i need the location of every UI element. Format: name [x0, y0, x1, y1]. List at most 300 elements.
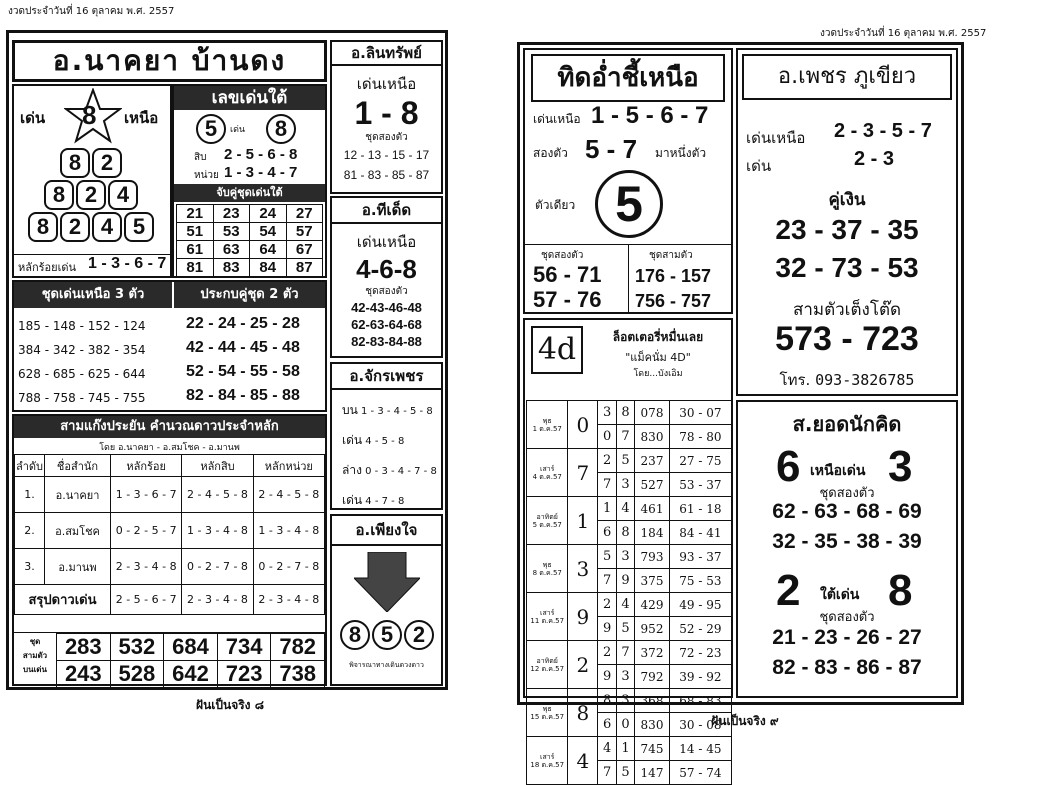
- pair-cell: 53: [213, 223, 250, 241]
- tid-lead-label: เด่นเหนือ: [533, 112, 581, 126]
- lotto-digit: 4: [598, 737, 616, 761]
- lin-row: 81 - 83 - 85 - 87: [343, 168, 430, 182]
- tid-two-note: มาหนึ่งตัว: [655, 146, 707, 160]
- lotto-three: 830: [635, 425, 670, 449]
- petch-three: 573 - 723: [775, 320, 919, 358]
- tens-value: 2 - 5 - 6 - 8: [224, 146, 298, 163]
- lotto-date: [527, 593, 568, 641]
- tee-row: 82-83-84-88: [351, 334, 422, 349]
- lotto-digit: 3: [616, 689, 634, 713]
- right-footer: ฝันเป็นจริง ๙: [711, 714, 779, 728]
- list-item: 42 - 44 - 45 - 48: [186, 339, 300, 356]
- pairs-title: จับคู่ชุดเด่นใต้: [174, 184, 325, 202]
- cell: 2 - 3 - 4 - 8: [253, 585, 324, 615]
- set-cell: 734: [217, 634, 271, 661]
- south-title: เลขเด่นใต้: [174, 86, 325, 110]
- lotto-three: 237: [635, 449, 670, 473]
- petch-title-box: [742, 54, 952, 100]
- petch-phone-label: โทร.: [779, 371, 811, 389]
- yod-g1-sub: ชุดสองตัว: [819, 486, 875, 501]
- lotto-date: [527, 497, 568, 545]
- yod-g2-row: 82 - 83 - 86 - 87: [772, 656, 922, 679]
- cell: 2 - 3 - 4 - 8: [111, 549, 182, 585]
- hex-cell: 8: [60, 148, 90, 178]
- set-cell: 684: [164, 634, 218, 661]
- tid-box: [523, 48, 733, 314]
- lotto-date-text: 8 ต.ค.57: [532, 568, 562, 577]
- tee-sub: ชุดสองตัว: [365, 286, 408, 297]
- col-header: หลักหน่วย: [253, 455, 324, 477]
- school-sub: โดย อ.นาคยา - อ.สมโชค - อ.มานพ: [99, 443, 240, 453]
- set-area: [14, 632, 325, 684]
- lotto-date: [527, 545, 568, 593]
- cell: 1 - 3 - 4 - 8: [253, 513, 324, 549]
- lotto-date-text: 5 ต.ค.57: [532, 520, 562, 529]
- lotto-big-digit: 3: [568, 545, 598, 593]
- pair-cell: 61: [177, 241, 214, 259]
- petch-pair-label: คู่เงิน: [828, 190, 866, 210]
- lotto-three: 793: [635, 545, 670, 569]
- set-label: [16, 635, 54, 677]
- pair-cell: 81: [177, 259, 214, 277]
- lotto-pair: 39 - 92: [669, 665, 731, 689]
- lotto-pair: 30 - 07: [669, 401, 731, 425]
- set-cell: 243: [57, 661, 111, 688]
- tid-single: 5: [595, 170, 663, 238]
- table-row: [177, 259, 323, 277]
- tee-label: เด่นเหนือ: [356, 233, 417, 251]
- school-table: [14, 454, 325, 615]
- lotto-digit: 6: [598, 521, 616, 545]
- lotto-digit: 2: [598, 593, 616, 617]
- lotto-pair: 78 - 80: [669, 425, 731, 449]
- table-row: [57, 634, 325, 661]
- lotto-digit: 9: [616, 569, 634, 593]
- lotto-pair: 84 - 41: [669, 521, 731, 545]
- table-row: [527, 449, 732, 473]
- pair-cell: 64: [250, 241, 287, 259]
- jak-row-label: ล่าง: [342, 463, 362, 477]
- col-header: หลักสิบ: [182, 455, 253, 477]
- yod-g2-b: 8: [888, 566, 913, 615]
- cell: 1.: [15, 477, 45, 513]
- hex-cell: 2: [60, 212, 90, 242]
- set-label-2: สามตัว: [22, 651, 48, 660]
- lotto-three: 952: [635, 617, 670, 641]
- set-cell: 738: [271, 661, 325, 688]
- school-title: สามแก๊งประยัน คำนวณดาวประจำหลัก: [14, 416, 325, 438]
- jak-row-value: 1 - 3 - 4 - 5 - 8: [361, 406, 433, 417]
- jak-row-label: เด่น: [342, 433, 363, 447]
- jak-list: [332, 390, 441, 516]
- pair-cell: 57: [286, 223, 323, 241]
- lotto-pair: 52 - 29: [669, 617, 731, 641]
- set-cell: 528: [110, 661, 164, 688]
- lotto-day: พุธ: [542, 704, 552, 713]
- lotto-big-digit: 4: [568, 737, 598, 785]
- table-row: [527, 497, 732, 521]
- cell: อ.นาคยา: [45, 477, 111, 513]
- yod-g2-a: 2: [776, 566, 801, 615]
- lotto-digit: 0: [598, 425, 616, 449]
- set-label-1: ชุด: [29, 637, 41, 646]
- lotto-digit: 4: [616, 593, 634, 617]
- lotto-digit: 6: [598, 713, 616, 737]
- cell: 3.: [15, 549, 45, 585]
- three-combo-box: [12, 280, 327, 412]
- list-item: 756 - 757: [635, 291, 712, 311]
- lotto-three: 792: [635, 665, 670, 689]
- lotto-date-text: 12 ต.ค.57: [530, 664, 565, 673]
- table-row: [177, 205, 323, 223]
- lotto-date-text: 1 ต.ค.57: [532, 424, 562, 433]
- jak-title: อ.จักรเพชร: [332, 364, 441, 390]
- yod-g1-a: 6: [776, 442, 801, 491]
- table-row: [527, 401, 732, 425]
- set-cell: 782: [271, 634, 325, 661]
- table-row: [527, 689, 732, 713]
- set-cell: 283: [57, 634, 111, 661]
- hundreds-label: หลักร้อยเด่น: [18, 261, 77, 274]
- yod-g1-row: 62 - 63 - 68 - 69: [772, 500, 922, 523]
- lotto-digit: 7: [616, 641, 634, 665]
- lotto-digit: 5: [598, 545, 616, 569]
- lotto-three: 184: [635, 521, 670, 545]
- tee-row: 42-43-46-48: [351, 300, 422, 315]
- lotto-digit: 4: [616, 497, 634, 521]
- tid-sub2-label: ชุดสองตัว: [541, 250, 584, 261]
- cell: 2 - 3 - 4 - 8: [182, 585, 253, 615]
- table-row: [527, 737, 732, 761]
- lotto-digit: 8: [616, 521, 634, 545]
- lotto-day: อาทิตย์: [536, 656, 558, 665]
- list-item: [342, 486, 441, 516]
- yod-g2-sub: ชุดสองตัว: [819, 610, 875, 625]
- lotto-digit: 5: [616, 761, 634, 785]
- lotto-pair: 68 - 83: [669, 689, 731, 713]
- tid-sub3-list: [635, 264, 711, 314]
- jak-row-value: 4 - 7 - 8: [365, 496, 405, 507]
- south-box: [172, 84, 327, 278]
- hundreds-value: 1 - 3 - 6 - 7: [88, 255, 167, 272]
- tid-sub3-label: ชุดสามตัว: [649, 250, 693, 261]
- set-cell: 723: [217, 661, 271, 688]
- list-item: 176 - 157: [635, 266, 712, 286]
- list-item: 788 - 758 - 745 - 755: [18, 391, 146, 405]
- yod-box: [736, 400, 958, 698]
- tid-single-label: ตัวเดียว: [535, 198, 576, 212]
- table-row: [15, 477, 325, 513]
- list-item: 57 - 76: [533, 287, 602, 312]
- lotto-by: โดย...บังเอิม: [633, 369, 683, 379]
- lotto-date: [527, 449, 568, 497]
- lead-right-label: เหนือ: [124, 109, 159, 127]
- petch-three-label: สามตัวเต็งโต๊ด: [792, 300, 902, 320]
- tee-box: [330, 196, 443, 358]
- cell: 0 - 2 - 7 - 8: [253, 549, 324, 585]
- table-row: [15, 455, 325, 477]
- lotto-day: เสาร์: [540, 608, 555, 617]
- lotto-date-text: 18 ต.ค.57: [530, 760, 565, 769]
- south-mid-label: เด่น: [230, 125, 246, 135]
- petch-pair: 32 - 73 - 53: [775, 252, 919, 283]
- hex-cell: 5: [124, 212, 154, 242]
- lotto-box: [523, 318, 733, 780]
- lotto-digit: 3: [616, 545, 634, 569]
- three-list: [18, 314, 172, 410]
- pair-cell: 63: [213, 241, 250, 259]
- cell: อ.สมโชค: [45, 513, 111, 549]
- lotto-big-digit: 8: [568, 689, 598, 737]
- table-row: [527, 641, 732, 665]
- lotto-date: [527, 689, 568, 737]
- lotto-three: 372: [635, 641, 670, 665]
- petch-den: 2 - 3: [854, 148, 895, 170]
- lotto-date-text: 11 ต.ค.57: [530, 616, 565, 625]
- hex-cell: 8: [44, 180, 74, 210]
- hex-cell: 2: [92, 148, 122, 178]
- petch-lead: 2 - 3 - 5 - 7: [834, 120, 932, 142]
- piang-digit: 8: [340, 620, 370, 650]
- jak-row-value: 0 - 3 - 4 - 7 - 8: [365, 466, 437, 477]
- cell: 1 - 3 - 4 - 8: [182, 513, 253, 549]
- list-item: [342, 396, 441, 426]
- lotto-pair: 75 - 53: [669, 569, 731, 593]
- lotto-digit: 9: [598, 617, 616, 641]
- yod-g2-row: 21 - 23 - 26 - 27: [772, 626, 922, 649]
- yod-g1-row: 32 - 35 - 38 - 39: [772, 530, 922, 553]
- lotto-big-digit: 9: [568, 593, 598, 641]
- list-item: 52 - 54 - 55 - 58: [186, 363, 300, 380]
- piang-note: พิจารณาทางเดินดวงดาว: [349, 661, 424, 669]
- petch-box: [736, 48, 958, 396]
- pair-cell: 83: [213, 259, 250, 277]
- lotto-pair: 14 - 45: [669, 737, 731, 761]
- petch-title: อ.เพชร ภูเขียว: [777, 64, 917, 89]
- pair-cell: 23: [213, 205, 250, 223]
- lotto-three: 368: [635, 689, 670, 713]
- lotto-three: 147: [635, 761, 670, 785]
- south-digit-a: 5: [196, 114, 226, 144]
- piang-box: [330, 514, 443, 686]
- table-row: [57, 661, 325, 688]
- table-row: [527, 593, 732, 617]
- tid-two-label: สองตัว: [533, 146, 568, 160]
- pair-cell: 67: [286, 241, 323, 259]
- lotto-day: พุธ: [542, 416, 552, 425]
- lead-left-label: เด่น: [20, 109, 46, 127]
- list-item: [342, 426, 441, 456]
- cell: 2 - 4 - 5 - 8: [182, 477, 253, 513]
- list-item: 22 - 24 - 25 - 28: [186, 315, 300, 332]
- lotto-three: 830: [635, 713, 670, 737]
- lotto-three: 375: [635, 569, 670, 593]
- tid-sub2-list: [533, 262, 602, 312]
- lotto-three: 527: [635, 473, 670, 497]
- yod-title: ส.ยอดนักคิด: [792, 412, 902, 436]
- lotto-pair: 30 - 08: [669, 713, 731, 737]
- units-value: 1 - 3 - 4 - 7: [224, 164, 298, 181]
- lotto-digit: 7: [598, 473, 616, 497]
- petch-pair: 23 - 37 - 35: [775, 214, 919, 245]
- col-header: ลำดับ: [15, 455, 45, 477]
- petch-den-label: เด่น: [746, 157, 772, 175]
- tid-title-box: [531, 54, 725, 102]
- jak-box: [330, 362, 443, 510]
- lin-label: เด่นเหนือ: [356, 75, 417, 93]
- lotto-date: [527, 737, 568, 785]
- lotto-day: เสาร์: [540, 464, 555, 473]
- right-header: งวดประจำวันที่ 16 ตุลาคม พ.ศ. 2557: [820, 28, 987, 39]
- col-header: ชื่อสำนัก: [45, 455, 111, 477]
- tee-title: อ.ทีเด็ด: [332, 198, 441, 224]
- list-item: 628 - 685 - 625 - 644: [18, 367, 146, 381]
- lead-digit: 8: [82, 100, 97, 130]
- school-box: [12, 414, 327, 686]
- lin-main: 1 - 8: [354, 95, 419, 131]
- table-row: [15, 513, 325, 549]
- cell: อ.มานพ: [45, 549, 111, 585]
- tid-two: 5 - 7: [585, 134, 638, 164]
- lotto-badge: 4d: [531, 326, 583, 374]
- summary-label: สรุปดาวเด่น: [15, 585, 111, 615]
- tid-lead: 1 - 5 - 6 - 7: [591, 102, 709, 129]
- pair-cell: 84: [250, 259, 287, 277]
- piang-title: อ.เพียงใจ: [332, 516, 441, 546]
- set-cell: 532: [110, 634, 164, 661]
- cell: 2.: [15, 513, 45, 549]
- lotto-big-digit: 0: [568, 401, 598, 449]
- lotto-pair: 53 - 37: [669, 473, 731, 497]
- set-table: [56, 633, 325, 688]
- table-row: [527, 545, 732, 569]
- petch-lead-label: เด่นเหนือ: [746, 129, 806, 147]
- lin-row: 12 - 13 - 15 - 17: [343, 148, 430, 162]
- jak-row-label: บน: [342, 403, 358, 417]
- lotto-date: [527, 641, 568, 689]
- lotto-digit: 5: [616, 617, 634, 641]
- tid-title: ทิดอ่ำชี้เหนือ: [557, 63, 699, 93]
- lotto-big-digit: 2: [568, 641, 598, 689]
- left-header: งวดประจำวันที่ 16 ตุลาคม พ.ศ. 2557: [8, 6, 175, 17]
- lotto-sub: "แม็คนั่ม 4D": [625, 351, 691, 364]
- lotto-pair: 61 - 18: [669, 497, 731, 521]
- pair-cell: 87: [286, 259, 323, 277]
- tens-label: สิบ: [194, 152, 207, 163]
- list-item: 384 - 342 - 382 - 354: [18, 343, 146, 357]
- hex-cell: 2: [76, 180, 106, 210]
- yod-g1-mid: เหนือเด่น: [810, 463, 866, 479]
- list-item: 56 - 71: [533, 262, 602, 287]
- lotto-digit: 5: [616, 449, 634, 473]
- yod-g1-b: 3: [888, 442, 913, 491]
- lotto-three: 078: [635, 401, 670, 425]
- pair-cell: 27: [286, 205, 323, 223]
- lotto-title: ล็อตเตอรี่หมื่นเลย: [612, 330, 704, 344]
- piang-digit: 2: [404, 620, 434, 650]
- hex-cell: 4: [92, 212, 122, 242]
- lotto-date-text: 4 ต.ค.57: [532, 472, 562, 481]
- lotto-day: อาทิตย์: [536, 512, 558, 521]
- pairs-table: [176, 204, 323, 277]
- pair-cell: 24: [250, 205, 287, 223]
- lotto-digit: 3: [616, 665, 634, 689]
- left-footer: ฝันเป็นจริง ๘: [196, 698, 264, 712]
- lotto-big-digit: 1: [568, 497, 598, 545]
- tee-row: 62-63-64-68: [351, 317, 422, 332]
- lotto-digit: 3: [598, 401, 616, 425]
- three-title: ชุดเด่นเหนือ 3 ตัว: [14, 282, 172, 308]
- tee-main: 4-6-8: [356, 254, 417, 284]
- table-row: [15, 549, 325, 585]
- cell: 1 - 3 - 6 - 7: [111, 477, 182, 513]
- main-title-box: [12, 40, 327, 82]
- lotto-digit: 1: [598, 497, 616, 521]
- cell: 2 - 4 - 5 - 8: [253, 477, 324, 513]
- petch-phone-line: [738, 368, 956, 392]
- jak-row-label: เด่น: [342, 493, 363, 507]
- lotto-date: [527, 401, 568, 449]
- petch-phone: 093-3826785: [815, 371, 915, 389]
- lotto-digit: 7: [598, 569, 616, 593]
- lotto-digit: 8: [616, 401, 634, 425]
- lotto-big-digit: 7: [568, 449, 598, 497]
- set-label-3: บนเด่น: [23, 665, 47, 674]
- hex-cell: 8: [28, 212, 58, 242]
- cell: 2 - 5 - 6 - 7: [111, 585, 182, 615]
- lotto-three: 429: [635, 593, 670, 617]
- set-cell: 642: [164, 661, 218, 688]
- lin-title: อ.ลินทรัพย์: [332, 42, 441, 66]
- list-item: 82 - 84 - 85 - 88: [186, 387, 300, 404]
- col-header: หลักร้อย: [111, 455, 182, 477]
- pair-cell: 54: [250, 223, 287, 241]
- main-title: อ.นาคยา บ้านดง: [52, 44, 287, 77]
- lotto-day: พุธ: [542, 560, 552, 569]
- down-arrow-icon: [354, 552, 420, 612]
- lotto-pair: 57 - 74: [669, 761, 731, 785]
- lotto-pair: 93 - 37: [669, 545, 731, 569]
- lotto-digit: 0: [616, 713, 634, 737]
- lotto-digit: 7: [616, 425, 634, 449]
- lotto-digit: 2: [598, 449, 616, 473]
- lotto-day: เสาร์: [540, 752, 555, 761]
- jak-row-value: 4 - 5 - 8: [365, 436, 405, 447]
- table-row: [177, 223, 323, 241]
- table-row: [15, 585, 325, 615]
- list-item: 185 - 148 - 152 - 124: [18, 319, 146, 333]
- cell: 0 - 2 - 7 - 8: [182, 549, 253, 585]
- table-row: [177, 241, 323, 259]
- piang-digit: 5: [372, 620, 402, 650]
- pair-cell: 51: [177, 223, 214, 241]
- lotto-digit: 2: [598, 641, 616, 665]
- lotto-three: 461: [635, 497, 670, 521]
- hex-cell: 4: [108, 180, 138, 210]
- lin-sub: ชุดสองตัว: [365, 132, 408, 143]
- yod-g2-mid: ใต้เด่น: [820, 587, 860, 603]
- cell: 0 - 2 - 5 - 7: [111, 513, 182, 549]
- lotto-date-text: 15 ต.ค.57: [530, 712, 565, 721]
- south-digit-b: 8: [266, 114, 296, 144]
- lotto-digit: 3: [616, 473, 634, 497]
- lead-hex-box: [12, 84, 172, 278]
- lotto-digit: 9: [598, 665, 616, 689]
- combo-title: ประกบคู่ชุด 2 ตัว: [174, 282, 325, 308]
- lotto-pair: 72 - 23: [669, 641, 731, 665]
- lin-box: [330, 40, 443, 194]
- lotto-pair: 27 - 75: [669, 449, 731, 473]
